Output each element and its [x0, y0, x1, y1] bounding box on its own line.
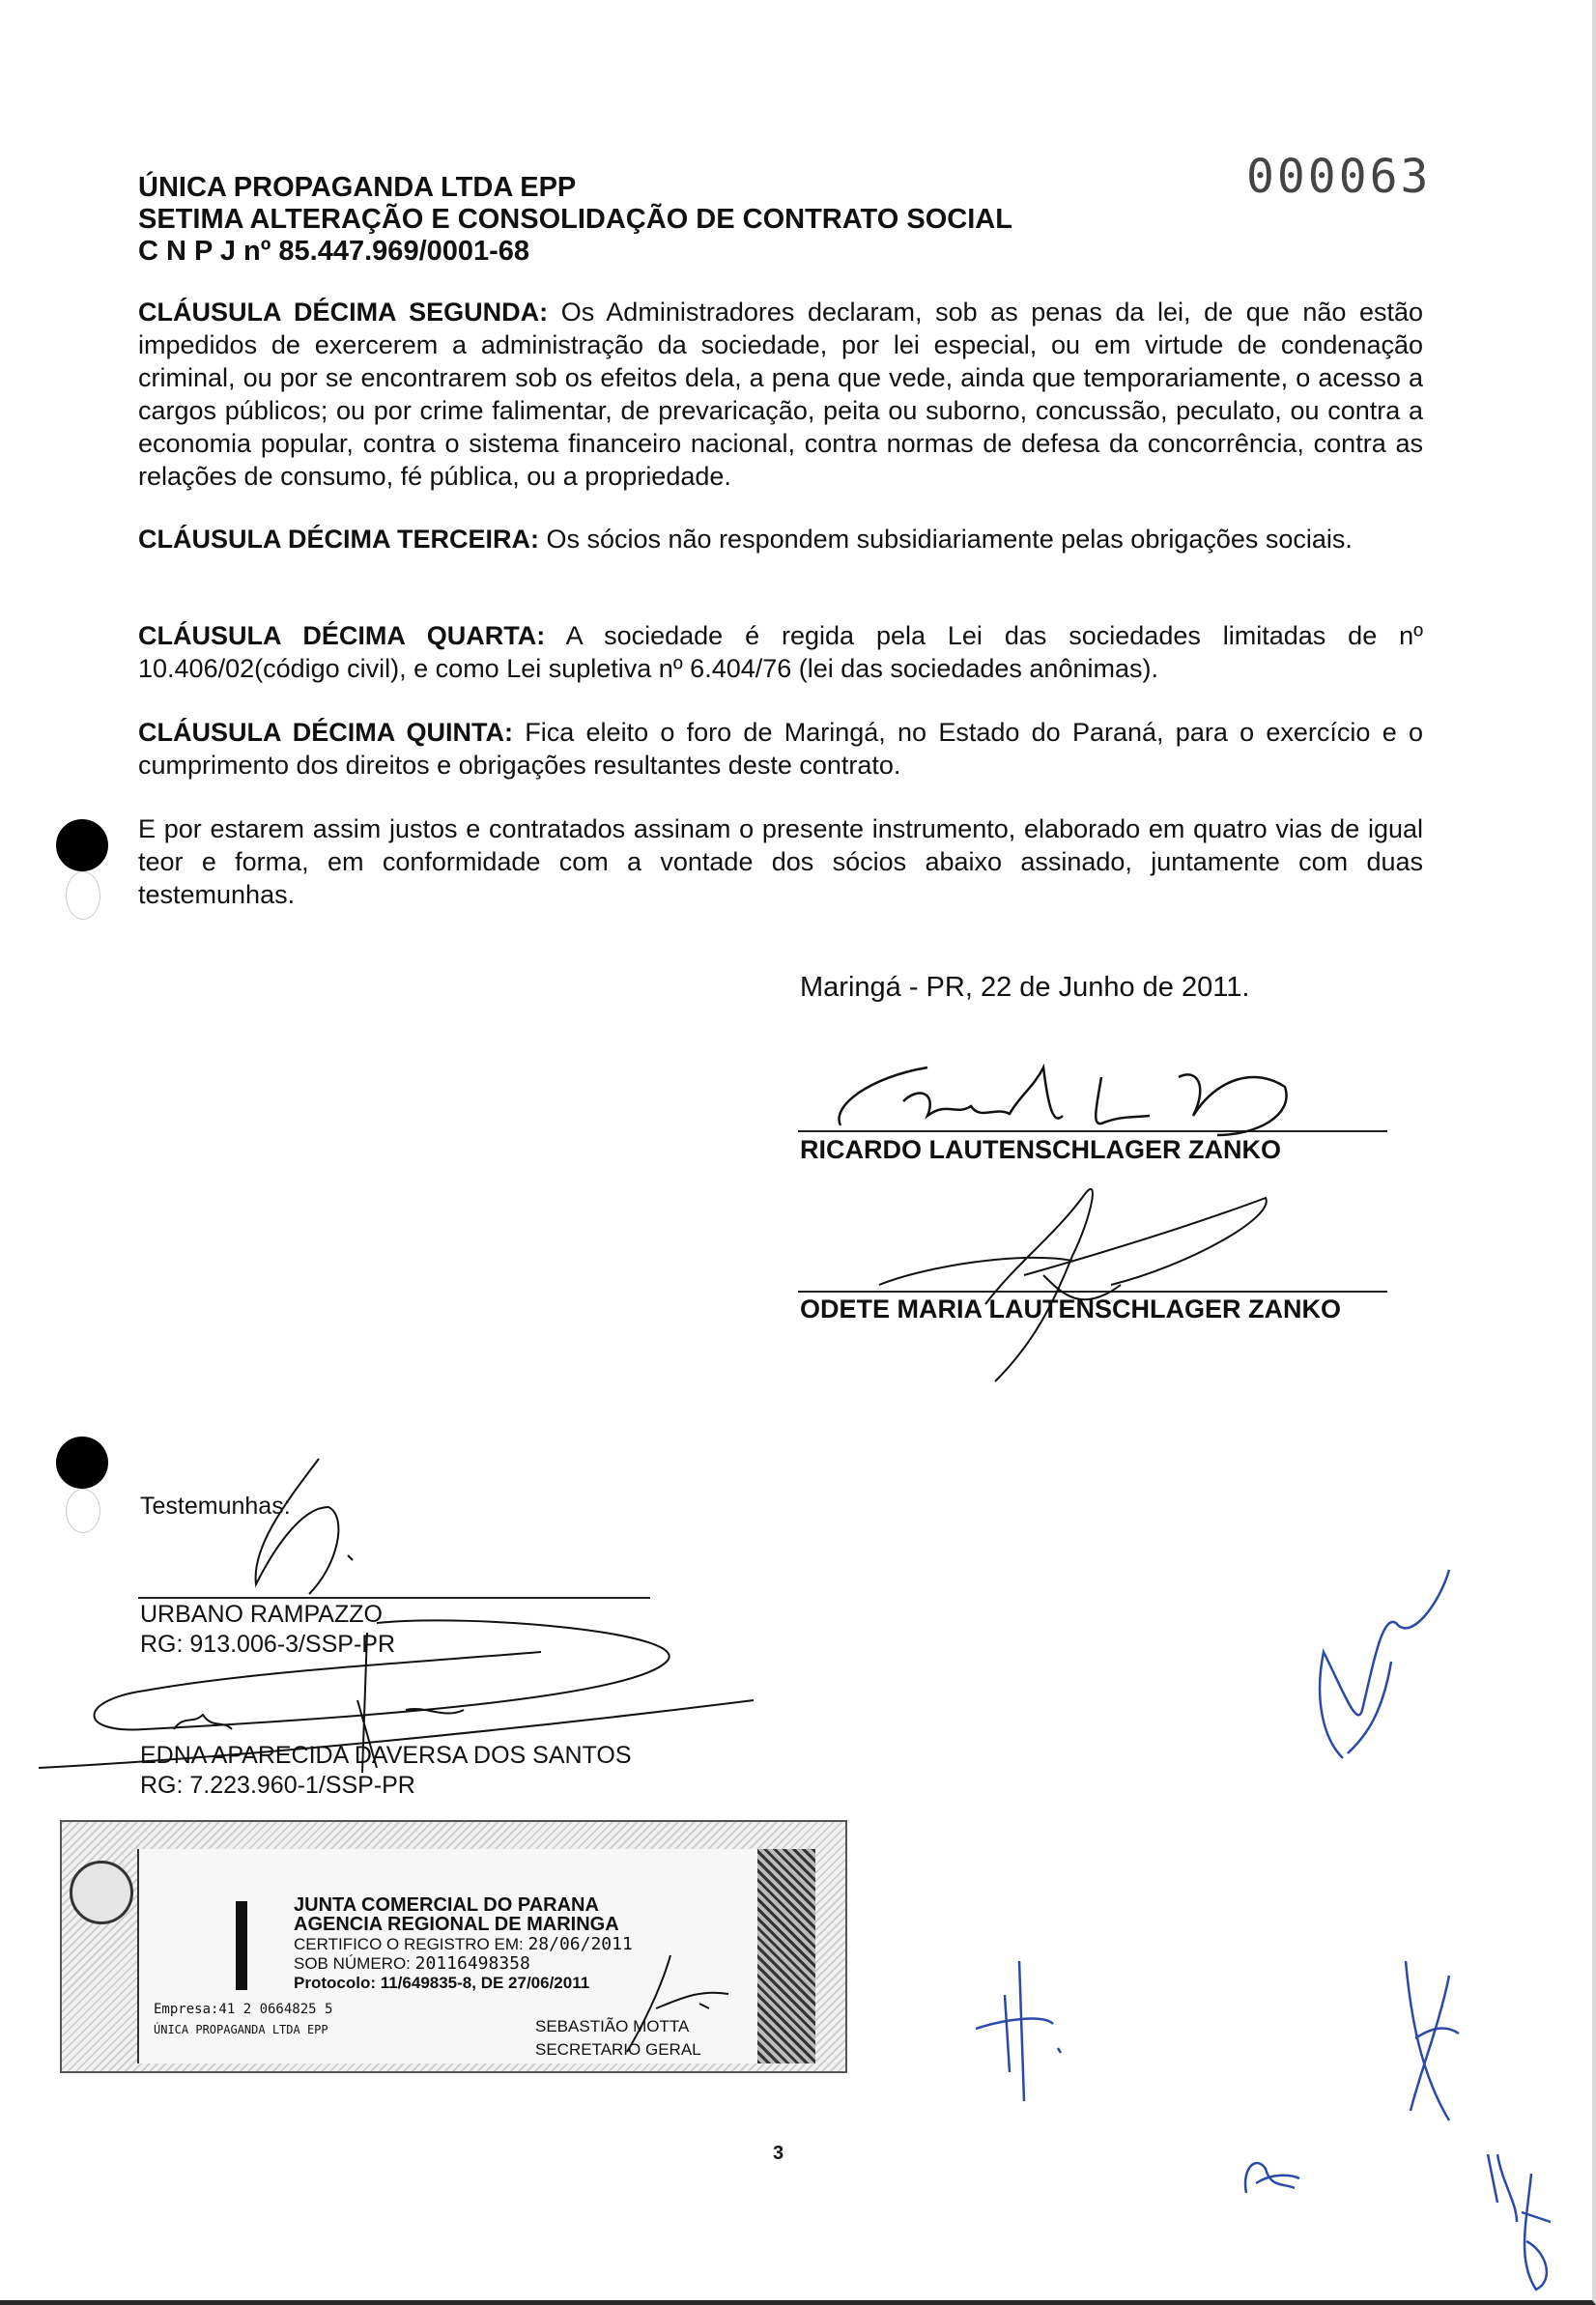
- handwritten-initials: [1304, 1565, 1459, 1778]
- witness-rg: RG: 7.223.960-1/SSP-PR: [140, 1772, 415, 1799]
- page-number: 3: [773, 2143, 784, 2164]
- punch-hole: [56, 819, 108, 871]
- number-line: [294, 1955, 530, 1973]
- handwritten-signature: [232, 1449, 386, 1604]
- clause-text: Fica eleito o foro de Maringá, no Estado do Paraná, para o exercício e o cumprimento dos direitos e obrigações resultantes deste contrato.: [138, 718, 1423, 780]
- company-code: Empresa:41 2 0664825 5: [154, 2002, 333, 2017]
- handwritten-initials: [1237, 2149, 1304, 2198]
- company-name: ÚNICA PROPAGANDA LTDA EPP: [138, 172, 577, 203]
- registration-panel: [137, 1849, 815, 2063]
- clause-title: CLÁUSULA DÉCIMA QUARTA:: [138, 621, 546, 650]
- handwritten-signature: [869, 1159, 1275, 1391]
- signature-line: [138, 1597, 650, 1599]
- sheet-number-stamp: 000063: [1246, 150, 1432, 204]
- clause-title: CLÁUSULA DÉCIMA SEGUNDA:: [138, 298, 549, 327]
- clause-15: [138, 716, 1423, 782]
- registration-pattern: [757, 1849, 815, 2063]
- clause-text: A sociedade é regida pela Lei das sociedades limitadas de nº 10.406/02(código civil), e como Lei supletiva nº 6.404/76 (lei das sociedades anônimas).: [138, 621, 1423, 683]
- certified-line: [294, 1936, 633, 1953]
- secretary-title: SECRETARIO GERAL: [535, 2040, 701, 2059]
- clause-text: Os sócios não respondem subsidiariamente pelas obrigações sociais.: [538, 525, 1353, 554]
- certified-label: CERTIFICO O REGISTRO EM:: [294, 1935, 524, 1953]
- clause-text: Os Administradores declaram, sob as penas da lei, de que não estão impedidos de exercerem a administração da sociedade, por lei especial, ou em virtude de condenação criminal, ou por se encontrarem sob os efeitos dela, a pena que vede, ainda que temporariamente, o acesso a cargos públicos; ou por crime falimentar, de prevaricação, peita ou suborno, concussão, peculato, ou contra a economia popular, contra o sistema financeiro nacional, contra normas de defesa da concorrência, contra as relações de consumo, fé pública, ou a propriedade.: [138, 298, 1423, 491]
- handwritten-signature: [812, 1048, 1314, 1164]
- punch-hole-outline: [66, 1489, 100, 1533]
- punch-hole: [56, 1437, 108, 1489]
- number-label: SOB NÚMERO:: [294, 1954, 411, 1973]
- witness-name: EDNA APARECIDA DAVERSA DOS SANTOS: [140, 1742, 632, 1769]
- secretary-name: SEBASTIÃO MOTTA: [535, 2017, 690, 2035]
- registration-stamp: [60, 1820, 847, 2073]
- state-seal-icon: [70, 1861, 133, 1924]
- certified-date: 28/06/2011: [527, 1934, 633, 1954]
- amendment-title: SETIMA ALTERAÇÃO E CONSOLIDAÇÃO DE CONTRATO SOCIAL: [138, 204, 1012, 235]
- company-name-small: ÚNICA PROPAGANDA LTDA EPP: [154, 2023, 328, 2036]
- handwritten-signature: [603, 1950, 738, 2057]
- document-header: [138, 172, 1012, 268]
- witnesses-label: Testemunhas:: [140, 1493, 291, 1520]
- date-line: Maringá - PR, 22 de Junho de 2011.: [800, 972, 1250, 1003]
- signatory-name: ODETE MARIA LAUTENSCHLAGER ZANKO: [800, 1295, 1341, 1323]
- protocol-line: Protocolo: 11/649835-8, DE 27/06/2011: [294, 1974, 590, 1992]
- clause-title: CLÁUSULA DÉCIMA TERCEIRA:: [138, 525, 539, 554]
- handwritten-initials: [1478, 2145, 1565, 2299]
- handwritten-initials: [966, 1956, 1082, 2111]
- board-name: JUNTA COMERCIAL DO PARANA: [294, 1894, 599, 1916]
- witness-rg: RG: 913.006-3/SSP-PR: [140, 1631, 396, 1658]
- cnpj-line: C N P J nº 85.447.969/0001-68: [138, 236, 530, 267]
- signatory-name: RICARDO LAUTENSCHLAGER ZANKO: [800, 1135, 1281, 1164]
- registration-barcode: [236, 1901, 247, 1990]
- closing-paragraph: E por estarem assim justos e contratados assinam o presente instrumento, elaborado em quatro vias de igual teor e forma, em conformidade com a vontade dos sócios abaixo assinado, juntamente com duas testemunhas.: [138, 814, 1423, 909]
- handwritten-initials: [1391, 1956, 1468, 2130]
- registration-number: 20116498358: [414, 1953, 530, 1974]
- clause-title: CLÁUSULA DÉCIMA QUINTA:: [138, 718, 513, 747]
- punch-hole-outline: [66, 871, 100, 920]
- witness-name: URBANO RAMPAZZO: [140, 1601, 383, 1628]
- clause-14: [138, 619, 1423, 685]
- clause-13: [138, 523, 1423, 555]
- clause-12: [138, 296, 1423, 493]
- agency-name: AGENCIA REGIONAL DE MARINGA: [294, 1914, 619, 1935]
